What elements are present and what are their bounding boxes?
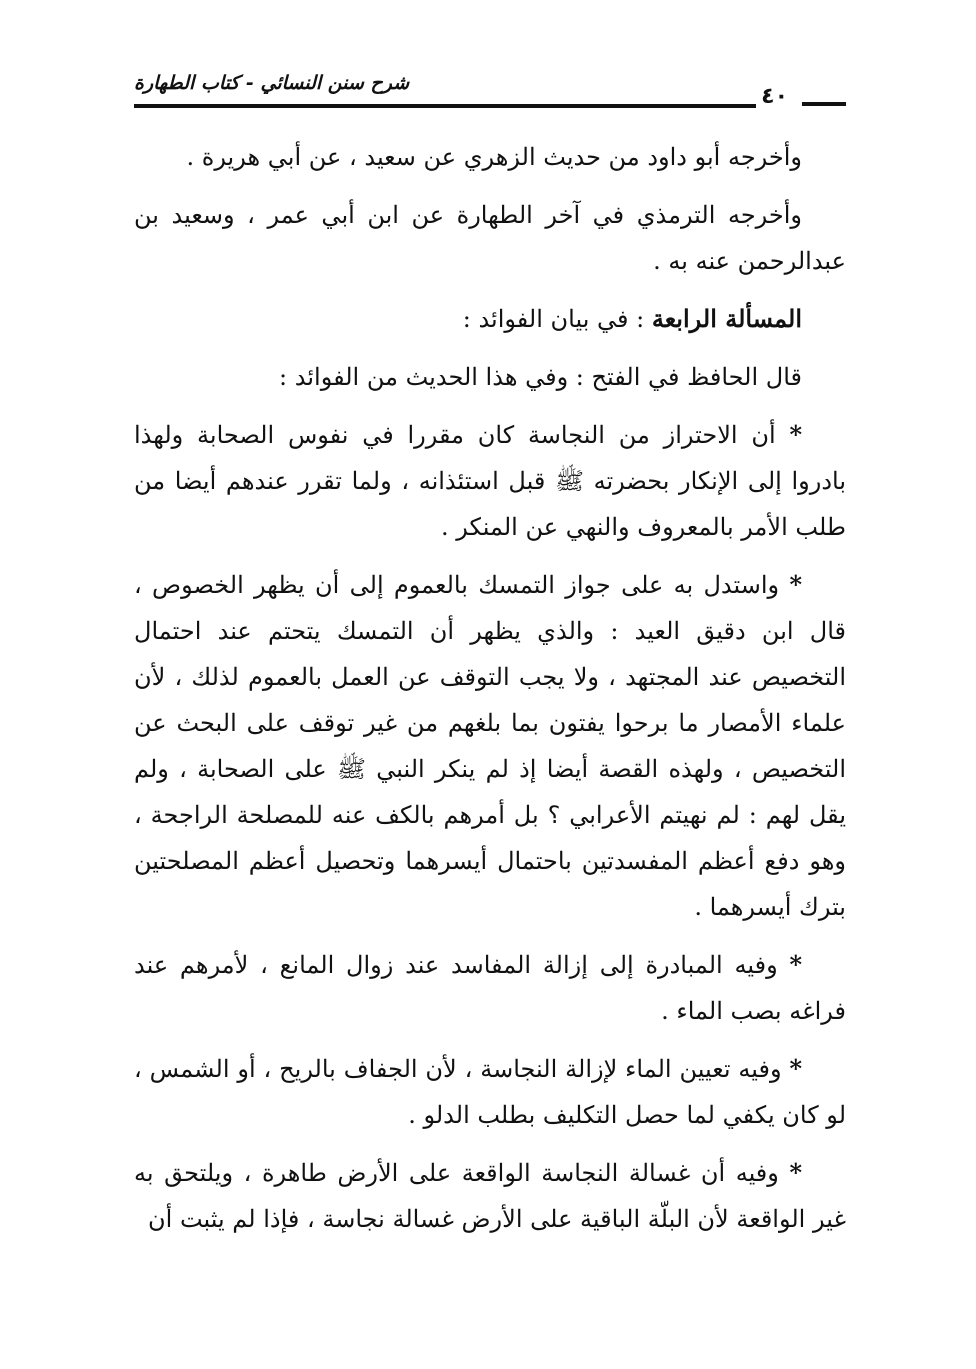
section-heading-label: المسألة الرابعة [651, 304, 802, 333]
paragraph-text: واستدل به على جواز التمسك بالعموم إلى أن يظهر الخصوص ، قال ابن دقيق العيد : والذي يظهر أن التمسك يتحتم عند احتمال التخصيص عند المجتهد ، ولا يجب التوقف عن العمل بالعموم لذلك ، لأن علماء الأمصار ما برحوا يفتون بما بلغهم من غير توقف على البحث عن التخصيص ، ولهذه القصة أيضا إذ لم ينكر النبي ﷺ على الصحابة ، ولم يقل لهم : لم نهيتم الأعرابي ؟ بل أمرهم بالكف عنه للمصلحة الراجحة ، وهو دفع أعظم المفسدتين باحتمال أيسرهما وتحصيل أعظم المصلحتين بترك أيسرهما . [134, 571, 846, 921]
bullet-star: * [789, 1158, 802, 1187]
benefit-paragraph [134, 562, 846, 930]
paragraph-text: وأخرجه أبو داود من حديث الزهري عن سعيد ، عن أبي هريرة . [186, 143, 802, 171]
bullet-star: * [789, 570, 802, 599]
paragraph-text: أن الاحتراز من النجاسة كان مقررا في نفوس الصحابة ولهذا بادروا إلى الإنكار بحضرته ﷺ قبل استئذانه ، ولما تقرر عندهم أيضا من طلب الأمر بالمعروف والنهي عن المنكر . [134, 421, 846, 541]
paragraph-text: قال الحافظ في الفتح : وفي هذا الحديث من الفوائد : [279, 363, 802, 391]
paragraph [134, 354, 846, 400]
paragraph [134, 134, 846, 180]
paragraph-text: وأخرجه الترمذي في آخر الطهارة عن ابن أبي عمر ، وسعيد بن عبدالرحمن عنه به . [134, 201, 846, 275]
benefit-paragraph [134, 412, 846, 550]
bullet-star: * [789, 1054, 802, 1083]
paragraph [134, 192, 846, 284]
bullet-star: * [789, 420, 802, 449]
paragraph-text: وفيه تعيين الماء لإزالة النجاسة ، لأن الجفاف بالريح ، أو الشمس ، لو كان يكفي لما حصل التكليف بطلب الدلو . [134, 1055, 846, 1129]
section-heading-text: : في بيان الفوائد : [462, 305, 652, 333]
benefit-paragraph [134, 1150, 846, 1242]
page-number: ٤٠ [761, 84, 788, 109]
benefit-paragraph [134, 942, 846, 1034]
body-text [134, 134, 846, 1254]
bullet-star: * [789, 950, 803, 979]
running-head-title: شرح سنن النسائي - كتاب الطهارة [134, 72, 410, 94]
header-rule [134, 104, 756, 108]
paragraph-text: وفيه أن غسالة النجاسة الواقعة على الأرض طاهرة ، ويلتحق به غير الواقعة لأن البلّة الباقية على الأرض غسالة نجاسة ، فإذا لم يثبت أن [134, 1159, 846, 1233]
section-heading [134, 296, 846, 342]
page-header [134, 70, 846, 110]
paragraph-text: وفيه المبادرة إلى إزالة المفاسد عند زوال المانع ، لأمرهم عند فراغه بصب الماء . [134, 951, 846, 1025]
benefit-paragraph [134, 1046, 846, 1138]
page-number-dash [802, 102, 846, 106]
